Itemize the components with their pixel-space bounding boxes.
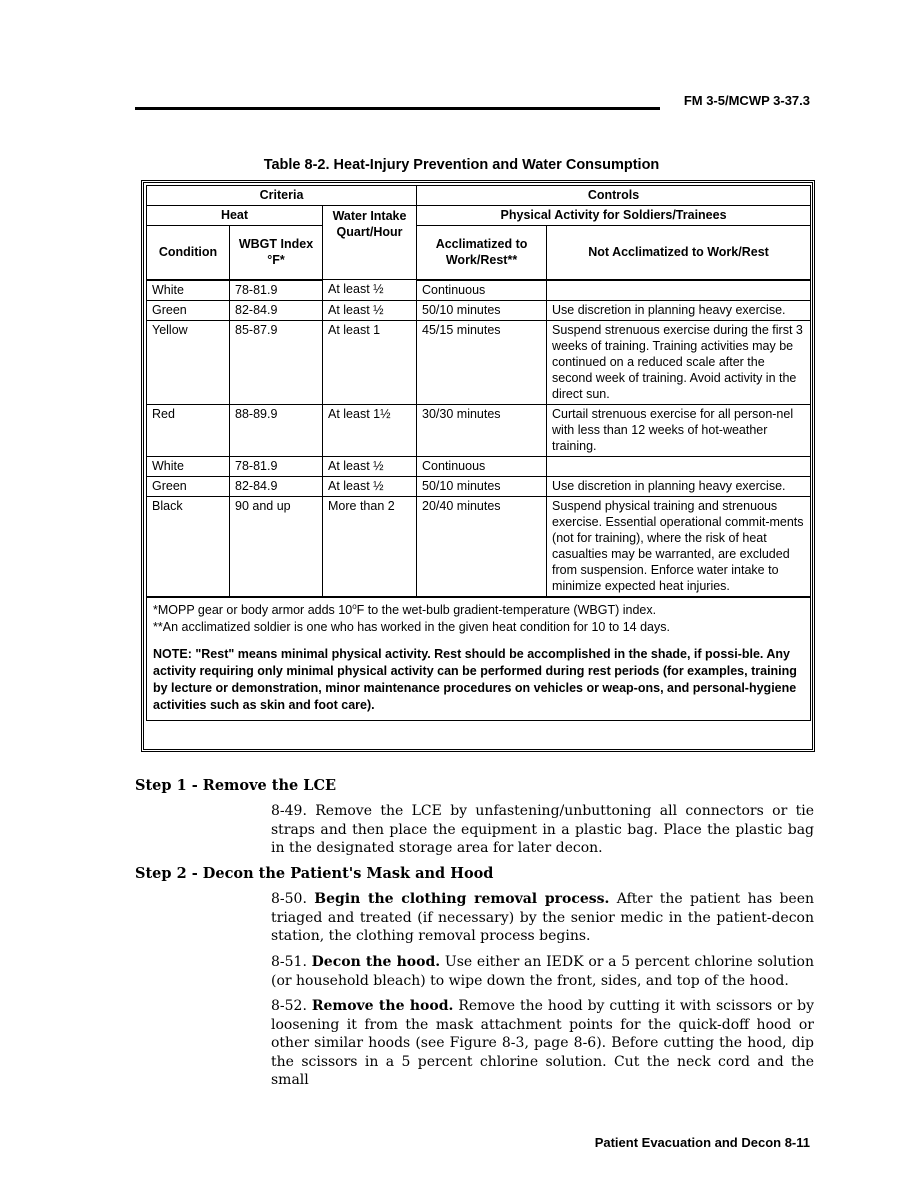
- water-cell: At least ½: [323, 280, 417, 301]
- heat-injury-table: [146, 185, 811, 721]
- footnote-mopp-text-b: F to the wet-bulb gradient-temperature (WBGT) index.: [356, 602, 657, 617]
- acclimatized-header: Acclimatized to Work/Rest**: [417, 226, 547, 280]
- acclimatized-cell: 20/40 minutes: [417, 496, 547, 597]
- heat-header: Heat: [147, 206, 323, 226]
- paragraph-number: 8-51.: [271, 954, 307, 970]
- table-notes: [147, 597, 811, 721]
- wbgt-cell: 90 and up: [230, 496, 323, 597]
- paragraph-8-50: [271, 890, 814, 946]
- table-row: [147, 320, 811, 404]
- paragraph-number: 8-50.: [271, 891, 307, 907]
- footnote-mopp: [153, 602, 804, 619]
- paragraph-lead: Decon the hood.: [311, 954, 441, 970]
- condition-header: Condition: [147, 226, 230, 280]
- step-1-heading: Step 1 - Remove the LCE: [135, 777, 337, 794]
- table-row: [147, 280, 811, 301]
- condition-cell: Green: [147, 476, 230, 496]
- condition-cell: Red: [147, 404, 230, 456]
- not-acclimatized-cell: Curtail strenuous exercise for all person-nel with less than 12 weeks of hot-weather training.: [547, 404, 811, 456]
- wbgt-cell: 78-81.9: [230, 456, 323, 476]
- condition-cell: Black: [147, 496, 230, 597]
- wbgt-cell: 85-87.9: [230, 320, 323, 404]
- condition-cell: Yellow: [147, 320, 230, 404]
- not-acclimatized-cell: Suspend strenuous exercise during the first 3 weeks of training. Training activities may be continued on a reduced scale after the second week of training. Avoid activity in the direct sun.: [547, 320, 811, 404]
- not-acclimatized-cell: Use discretion in planning heavy exercise.: [547, 476, 811, 496]
- wbgt-cell: 78-81.9: [230, 280, 323, 301]
- paragraph-8-49: 8-49. Remove the LCE by unfastening/unbuttoning all connectors or tie straps and then place the equipment in a plastic bag. Place the plastic bag in the designated storage area for later decon.: [271, 803, 814, 856]
- footnote-acclimatized: **An acclimatized soldier is one who has worked in the given heat condition for 10 to 14 days.: [153, 619, 670, 634]
- wbgt-cell: 88-89.9: [230, 404, 323, 456]
- header-row-1: [147, 186, 811, 206]
- water-cell: At least ½: [323, 300, 417, 320]
- paragraph-8-51: [271, 953, 814, 990]
- not-acclimatized-header: Not Acclimatized to Work/Rest: [547, 226, 811, 280]
- water-cell: At least ½: [323, 456, 417, 476]
- paragraph-text: Use either an IEDK or a 5 percent chlorine solution (or household bleach) to wipe down the front, sides, and top of the hood.: [271, 954, 814, 989]
- wbgt-header: WBGT Index °F*: [230, 226, 323, 280]
- degree-superscript: o: [352, 601, 357, 611]
- table-row: [147, 300, 811, 320]
- physical-activity-header: Physical Activity for Soldiers/Trainees: [417, 206, 811, 226]
- header-rule: [135, 107, 660, 110]
- criteria-header: Criteria: [147, 186, 417, 206]
- water-cell: At least ½: [323, 476, 417, 496]
- notes-row: [147, 597, 811, 721]
- not-acclimatized-cell: [547, 456, 811, 476]
- acclimatized-cell: 50/10 minutes: [417, 476, 547, 496]
- condition-cell: Green: [147, 300, 230, 320]
- acclimatized-cell: 30/30 minutes: [417, 404, 547, 456]
- paragraph-text: After the patient has been triaged and treated (if necessary) by the senior medic in the patient-decon station, the clothing removal process begins.: [271, 891, 815, 944]
- step-2-heading: Step 2 - Decon the Patient's Mask and Hood: [135, 865, 494, 882]
- paragraph-lead: Remove the hood.: [311, 998, 454, 1014]
- header-row-2: [147, 206, 811, 226]
- acclimatized-cell: Continuous: [417, 280, 547, 301]
- condition-cell: White: [147, 456, 230, 476]
- paragraph-8-52: [271, 997, 814, 1090]
- controls-header: Controls: [417, 186, 811, 206]
- paragraph-text: Remove the hood by cutting it with scissors or by loosening it from the mask attachment points for the quick-doff hood or other similar hoods (see Figure 8-3, page 8-6). Before cutting the hood, dip the scissors in a 5 percent chlorine solution. Cut the neck cord and the small: [271, 998, 815, 1088]
- page-footer: Patient Evacuation and Decon 8-11: [594, 1135, 810, 1150]
- water-cell: At least 1: [323, 320, 417, 404]
- not-acclimatized-cell: Use discretion in planning heavy exercise.: [547, 300, 811, 320]
- paragraph-number: 8-52.: [271, 998, 307, 1014]
- document-code: FM 3-5/MCWP 3-37.3: [683, 93, 810, 108]
- table-title: Table 8-2. Heat-Injury Prevention and Water Consumption: [263, 157, 660, 173]
- paragraph-lead: Begin the clothing removal process.: [314, 891, 610, 907]
- water-cell: More than 2: [323, 496, 417, 597]
- not-acclimatized-cell: [547, 280, 811, 301]
- water-cell: At least 1½: [323, 404, 417, 456]
- not-acclimatized-cell: Suspend physical training and strenuous exercise. Essential operational commit-ments (not for training), where the risk of heat casualties may be warranted, are excluded from suspension. Enforce water intake to minimize expected heat injuries.: [547, 496, 811, 597]
- condition-cell: White: [147, 280, 230, 301]
- wbgt-cell: 82-84.9: [230, 476, 323, 496]
- table-row: [147, 476, 811, 496]
- table-row: [147, 404, 811, 456]
- footnote-mopp-text-a: *MOPP gear or body armor adds 10: [153, 602, 353, 617]
- water-intake-header: Water Intake Quart/Hour: [323, 206, 417, 280]
- table-note: NOTE: "Rest" means minimal physical activity. Rest should be accomplished in the shade, if possi-ble. Any activity requiring only minimal physical activity can be performed during rest periods (for examples, training by lecture or demonstration, minor maintenance procedures on vehicles or weap-ons, and personal-hygiene activities such as skin and foot care).: [153, 646, 797, 712]
- header-row-3: [147, 226, 811, 280]
- table-row: [147, 456, 811, 476]
- acclimatized-cell: Continuous: [417, 456, 547, 476]
- acclimatized-cell: 45/15 minutes: [417, 320, 547, 404]
- table-row: [147, 496, 811, 597]
- wbgt-cell: 82-84.9: [230, 300, 323, 320]
- acclimatized-cell: 50/10 minutes: [417, 300, 547, 320]
